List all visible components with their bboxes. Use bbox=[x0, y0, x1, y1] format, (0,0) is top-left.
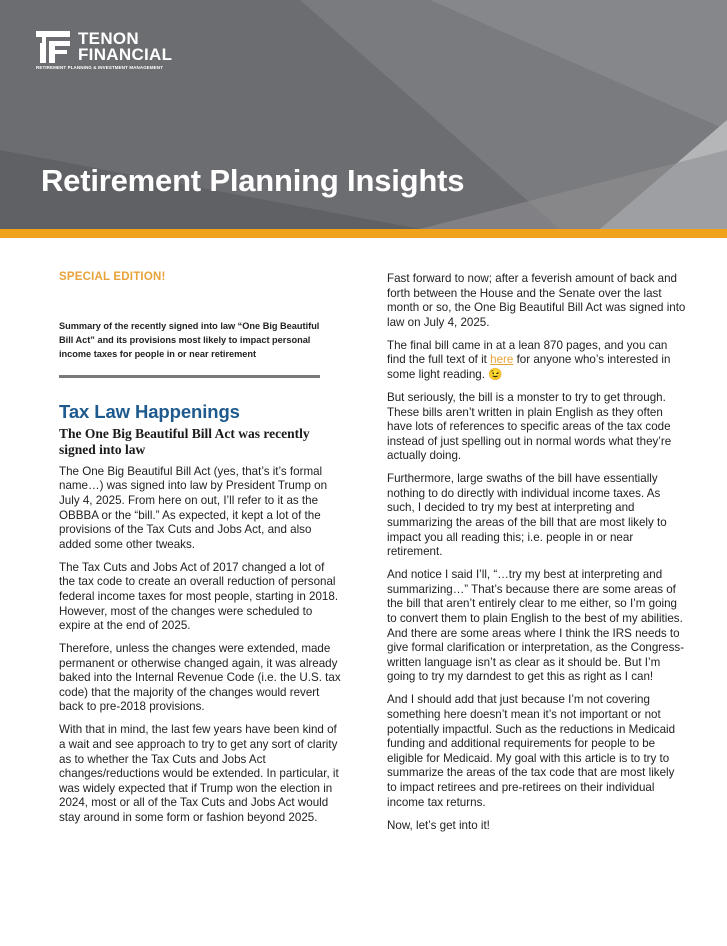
paragraph: The One Big Beautiful Bill Act (yes, that’s it’s formal name…) was signed into law by President Trump on July 4, 2025. From here on out, I’ll refer to it as the OBBBA or the “bill.” As expected, it kept a lot of the provisions of the Tax Cuts and Jobs Act, and also added some other tweaks. bbox=[59, 464, 328, 551]
section-heading: Tax Law Happenings bbox=[59, 401, 240, 423]
paragraph: And I should add that just because I’m not covering something here doesn’t mean it’s not important or not potentially impactful. Such as the reductions in Medicaid funding and additional requirements for people to be eligible for Medicaid. My goal with this article is to try to summarize the areas of the tax code that are most likely to impact retirees and pre-retirees on their individual income tax returns. bbox=[387, 693, 676, 809]
article-subheading: The One Big Beautiful Bill Act was recently signed into law bbox=[59, 425, 310, 458]
logo-company-name: TENON FINANCIAL bbox=[78, 29, 173, 64]
paragraph: And notice I said I’ll, “…try my best at interpreting and summarizing…” That’s because there are some areas of the bill that aren’t entirely clear to me either, so I’m going to convert them to plain English to the best of my abilities. And there are some areas where I think the IRS needs to give formal clarification or interpretation, as the Congress-written language isn’t as clear as it should be. But I’m going to try my darndest to get this as right as I can! bbox=[387, 568, 685, 684]
left-column bbox=[59, 270, 341, 834]
summary-text: Summary of the recently signed into law “One Big Beautiful Bill Act” and its provisions most likely to impact personal income taxes for people in or near retirement bbox=[59, 320, 320, 359]
logo-tagline: RETIREMENT PLANNING & INVESTMENT MANAGEMENT bbox=[36, 65, 164, 70]
paragraph: Furthermore, large swaths of the bill have essentially nothing to do directly with individual income taxes. As such, I decided to try my best at interpreting and summarizing the areas of the bill that are most likely to impact you all reading this; i.e. people in or near retirement. bbox=[387, 472, 667, 559]
right-column bbox=[387, 272, 687, 842]
paragraph: Therefore, unless the changes were extended, made permanent or otherwise changed again, it was already baked into the Internal Revenue Code (i.e. the U.S. tax code) that the majority of the changes would revert back to pre-2018 provisions. bbox=[59, 642, 341, 714]
company-logo bbox=[36, 31, 196, 71]
bill-text-link[interactable]: here bbox=[490, 353, 514, 367]
accent-bar bbox=[0, 229, 727, 238]
special-edition-label: SPECIAL EDITION! bbox=[59, 271, 166, 283]
paragraph-with-link bbox=[387, 339, 687, 383]
page-header bbox=[0, 0, 727, 229]
paragraph: Now, let’s get into it! bbox=[387, 818, 490, 832]
paragraph-text: The final bill came in at a lean 870 pages, and you can find the full text of it bbox=[387, 338, 668, 367]
page-title: Retirement Planning Insights bbox=[41, 163, 465, 198]
paragraph: With that in mind, the last few years have been kind of a wait and see approach to try to get any sort of clarity as to whether the Tax Cuts and Jobs Act changes/reductions would be extended. In particular, it was widely expected that if Trump won the election in 2024, most or all of the Tax Cuts and Jobs Act would stay around in some form or fashion beyond 2025. bbox=[59, 723, 339, 825]
section-divider bbox=[59, 375, 320, 378]
tenon-logo-icon bbox=[36, 31, 70, 65]
paragraph: Fast forward to now; after a feverish amount of back and forth between the House and the Senate over the last month or so, the One Big Beautiful Bill Act was signed into law on July 4, 2025. bbox=[387, 272, 686, 329]
paragraph-text: for anyone who’s interested in some light reading. 😉 bbox=[387, 353, 671, 381]
paragraph: But seriously, the bill is a monster to try to get through. These bills aren’t written in plain English as they often have lots of references to specific areas of the tax code instead of just spelling out in normal words what they’re actually doing. bbox=[387, 390, 672, 463]
paragraph: The Tax Cuts and Jobs Act of 2017 changed a lot of the tax code to create an overall reduction of personal federal income taxes for most people, starting in 2018. However, most of the changes were scheduled to expire at the end of 2025. bbox=[59, 560, 339, 633]
